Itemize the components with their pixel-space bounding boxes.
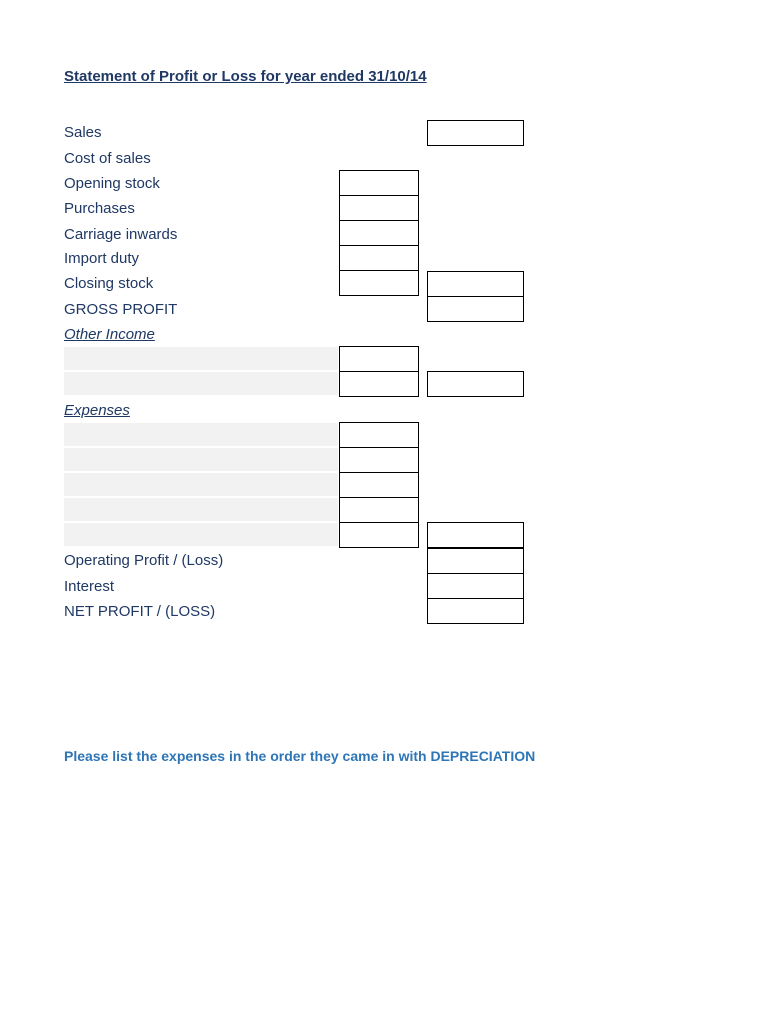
- other-income-2-input[interactable]: [339, 371, 419, 397]
- purchases-label: Purchases: [64, 200, 135, 217]
- carriage-inwards-input[interactable]: [339, 220, 419, 246]
- statement-title: Statement of Profit or Loss for year ended 31/10/14: [64, 68, 427, 85]
- expense-desc-1[interactable]: [64, 423, 338, 446]
- expense-4-input[interactable]: [339, 497, 419, 523]
- operating-profit-label: Operating Profit / (Loss): [64, 552, 224, 569]
- gross-profit-label: GROSS PROFIT: [64, 301, 178, 318]
- net-profit-label: NET PROFIT / (LOSS): [64, 603, 216, 620]
- expense-desc-2[interactable]: [64, 448, 338, 471]
- cost-of-sales-label: Cost of sales: [64, 150, 151, 167]
- expense-3-input[interactable]: [339, 472, 419, 498]
- expense-desc-4[interactable]: [64, 498, 338, 521]
- other-income-heading: Other Income: [64, 326, 155, 343]
- expense-desc-3[interactable]: [64, 473, 338, 496]
- expense-1-input[interactable]: [339, 422, 419, 448]
- carriage-inwards-label: Carriage inwards: [64, 226, 178, 243]
- other-income-desc-2[interactable]: [64, 372, 338, 395]
- expense-2-input[interactable]: [339, 447, 419, 473]
- opening-stock-input[interactable]: [339, 170, 419, 196]
- other-income-1-input[interactable]: [339, 346, 419, 372]
- gross-profit-input[interactable]: [427, 296, 524, 322]
- expense-desc-5[interactable]: [64, 523, 338, 546]
- closing-stock-input[interactable]: [339, 270, 419, 296]
- cost-of-sales-total-input[interactable]: [427, 271, 524, 297]
- operating-profit-input[interactable]: [427, 548, 524, 574]
- expenses-heading: Expenses: [64, 402, 130, 419]
- closing-stock-label: Closing stock: [64, 275, 154, 292]
- interest-input[interactable]: [427, 573, 524, 599]
- import-duty-input[interactable]: [339, 245, 419, 271]
- sales-label: Sales: [64, 124, 102, 141]
- purchases-input[interactable]: [339, 195, 419, 221]
- import-duty-label: Import duty: [64, 250, 140, 267]
- expenses-total-input[interactable]: [427, 522, 524, 548]
- expense-5-input[interactable]: [339, 522, 419, 548]
- instruction-note: Please list the expenses in the order they came in with DEPRECIATION: [64, 748, 536, 764]
- other-income-total-input[interactable]: [427, 371, 524, 397]
- other-income-desc-1[interactable]: [64, 347, 338, 370]
- opening-stock-label: Opening stock: [64, 175, 160, 192]
- interest-label: Interest: [64, 578, 115, 595]
- sales-input[interactable]: [427, 120, 524, 146]
- net-profit-input[interactable]: [427, 598, 524, 624]
